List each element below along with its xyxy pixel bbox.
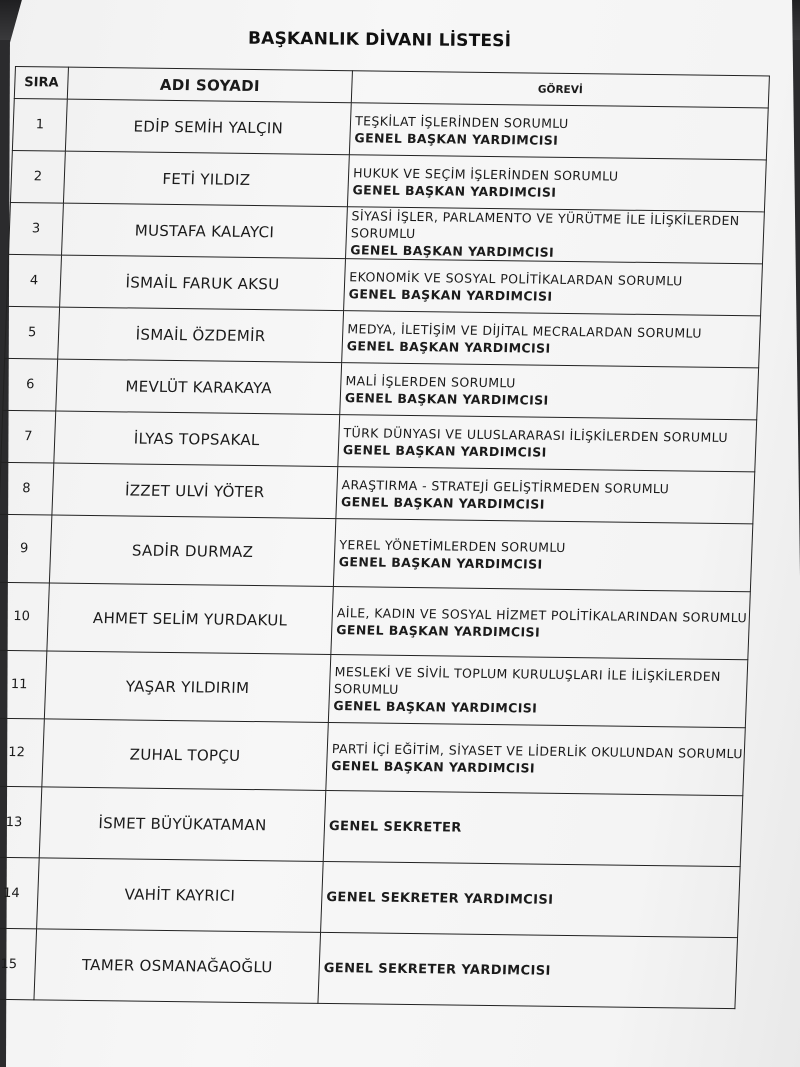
presidency-council-table	[0, 66, 770, 1003]
row-name: TAMER OSMANAĞAOĞLU	[34, 929, 321, 1004]
row-number: 3	[9, 202, 64, 255]
row-name: ZUHAL TOPÇU	[42, 719, 328, 791]
row-duty	[342, 311, 761, 368]
duty-title: GENEL SEKRETER	[328, 818, 462, 836]
row-duty	[340, 363, 759, 420]
row-number: 2	[10, 150, 65, 203]
document-title: BAŞKANLIK DİVANI LİSTESİ	[247, 28, 512, 52]
header-duty: GÖREVİ	[351, 71, 769, 108]
row-name: FETİ YILDIZ	[63, 151, 349, 207]
row-duty	[345, 207, 764, 264]
duty-description: MESLEKİ VE SİVİL TOPLUM KURULUŞLARI İLE İLİŞKİLERDEN SORUMLU	[333, 664, 722, 697]
row-name: YAŞAR YILDIRIM	[44, 651, 330, 723]
row-number: 15	[0, 928, 37, 1000]
row-number: 12	[0, 718, 44, 787]
duty-description: HUKUK VE SEÇİM İŞLERİNDEN SORUMLU	[352, 164, 619, 184]
row-name: İSMAİL ÖZDEMİR	[58, 307, 344, 363]
row-duty	[331, 587, 750, 660]
duty-description: EKONOMİK VE SOSYAL POLİTİKALARDAN SORUMLU	[349, 268, 683, 288]
table-row	[3, 358, 759, 419]
duty-description: ARAŞTIRMA - STRATEJİ GELİŞTİRMEDEN SORUMLU	[341, 476, 670, 496]
duty-title: GENEL BAŞKAN YARDIMCISI	[350, 242, 555, 260]
row-number: 5	[5, 306, 60, 359]
table-row	[0, 928, 738, 1008]
row-name: AHMET SELİM YURDAKUL	[47, 583, 333, 655]
duty-description: AİLE, KADIN VE SOSYAL HİZMET POLİTİKALARINDAN SORUMLU	[336, 604, 748, 625]
row-duty	[349, 103, 768, 160]
row-number: 9	[0, 514, 52, 583]
duty-description: TEŞKİLAT İŞLERİNDEN SORUMLU	[354, 112, 569, 131]
row-name: İZZET ULVİ YÖTER	[52, 463, 338, 519]
table-row	[0, 857, 740, 937]
row-name: İSMET BÜYÜKATAMAN	[39, 787, 326, 862]
table-row	[10, 150, 766, 211]
row-name: MUSTAFA KALAYCI	[62, 203, 348, 259]
row-duty	[336, 467, 755, 524]
row-duty	[323, 790, 743, 866]
duty-description: MEDYA, İLETİŞİM VE DİJİTAL MECRALARDAN SORUMLU	[347, 320, 703, 341]
row-name: İSMAİL FARUK AKSU	[60, 255, 346, 311]
table-row	[5, 306, 761, 367]
duty-title: GENEL BAŞKAN YARDIMCISI	[346, 337, 551, 356]
duty-title: GENEL BAŞKAN YARDIMCISI	[348, 285, 553, 304]
row-duty	[318, 932, 738, 1008]
duty-description: YEREL YÖNETİMLERDEN SORUMLU	[339, 536, 566, 555]
duty-title: GENEL SEKRETER YARDIMCISI	[323, 960, 552, 979]
table-row	[0, 786, 743, 866]
table-row	[9, 202, 765, 263]
row-duty	[326, 722, 745, 795]
header-name: ADI SOYADI	[67, 67, 352, 103]
duty-description: PARTİ İÇİ EĞİTİM, SİYASET VE LİDERLİK OKULUNDAN SORUMLU	[331, 740, 744, 761]
duty-description: TÜRK DÜNYASI VE ULUSLARARASI İLİŞKİLERDEN SORUMLU	[343, 424, 729, 445]
row-name: EDİP SEMİH YALÇIN	[65, 99, 351, 155]
table-row	[7, 254, 763, 315]
row-duty	[347, 155, 766, 212]
row-number: 8	[0, 462, 54, 515]
duty-title: GENEL BAŞKAN YARDIMCISI	[342, 441, 548, 460]
header-no: SIRA	[14, 67, 68, 100]
row-number: 6	[3, 358, 58, 411]
list-table	[0, 66, 770, 1009]
row-number: 14	[0, 857, 39, 929]
row-number: 7	[1, 410, 56, 463]
table-row	[0, 514, 753, 591]
table-row	[0, 462, 755, 523]
row-name: MEVLÜT KARAKAYA	[56, 359, 342, 415]
row-name: İLYAS TOPSAKAL	[54, 411, 340, 467]
duty-description: SİYASİ İŞLER, PARLAMENTO VE YÜRÜTME İLE İLİŞKİLERDEN SORUMLU	[350, 208, 740, 242]
row-number: 11	[0, 650, 47, 719]
row-number: 13	[0, 786, 42, 858]
duty-title: GENEL BAŞKAN YARDIMCISI	[333, 698, 538, 716]
row-number: 1	[12, 98, 67, 151]
row-duty	[321, 861, 741, 937]
table-row	[0, 718, 745, 795]
row-number: 4	[7, 254, 62, 307]
duty-title: GENEL BAŞKAN YARDIMCISI	[338, 553, 543, 572]
duty-title: GENEL BAŞKAN YARDIMCISI	[330, 757, 536, 776]
row-number: 10	[0, 582, 49, 651]
duty-title: GENEL BAŞKAN YARDIMCISI	[354, 129, 559, 148]
duty-title: GENEL BAŞKAN YARDIMCISI	[352, 181, 557, 200]
table-row	[0, 582, 750, 659]
table-row	[12, 98, 768, 159]
table-row	[1, 410, 757, 471]
row-name: VAHİT KAYRICI	[37, 858, 324, 933]
row-duty	[338, 415, 757, 472]
duty-title: GENEL BAŞKAN YARDIMCISI	[336, 621, 541, 640]
duty-description: MALİ İŞLERDEN SORUMLU	[345, 372, 517, 390]
row-name: SADİR DURMAZ	[49, 515, 335, 587]
table-row	[0, 650, 748, 727]
row-duty	[344, 259, 763, 316]
duty-title: GENEL BAŞKAN YARDIMCISI	[340, 493, 546, 512]
duty-title: GENEL SEKRETER YARDIMCISI	[326, 889, 554, 908]
duty-title: GENEL BAŞKAN YARDIMCISI	[344, 389, 549, 408]
row-duty	[333, 519, 752, 592]
row-duty	[328, 655, 747, 728]
